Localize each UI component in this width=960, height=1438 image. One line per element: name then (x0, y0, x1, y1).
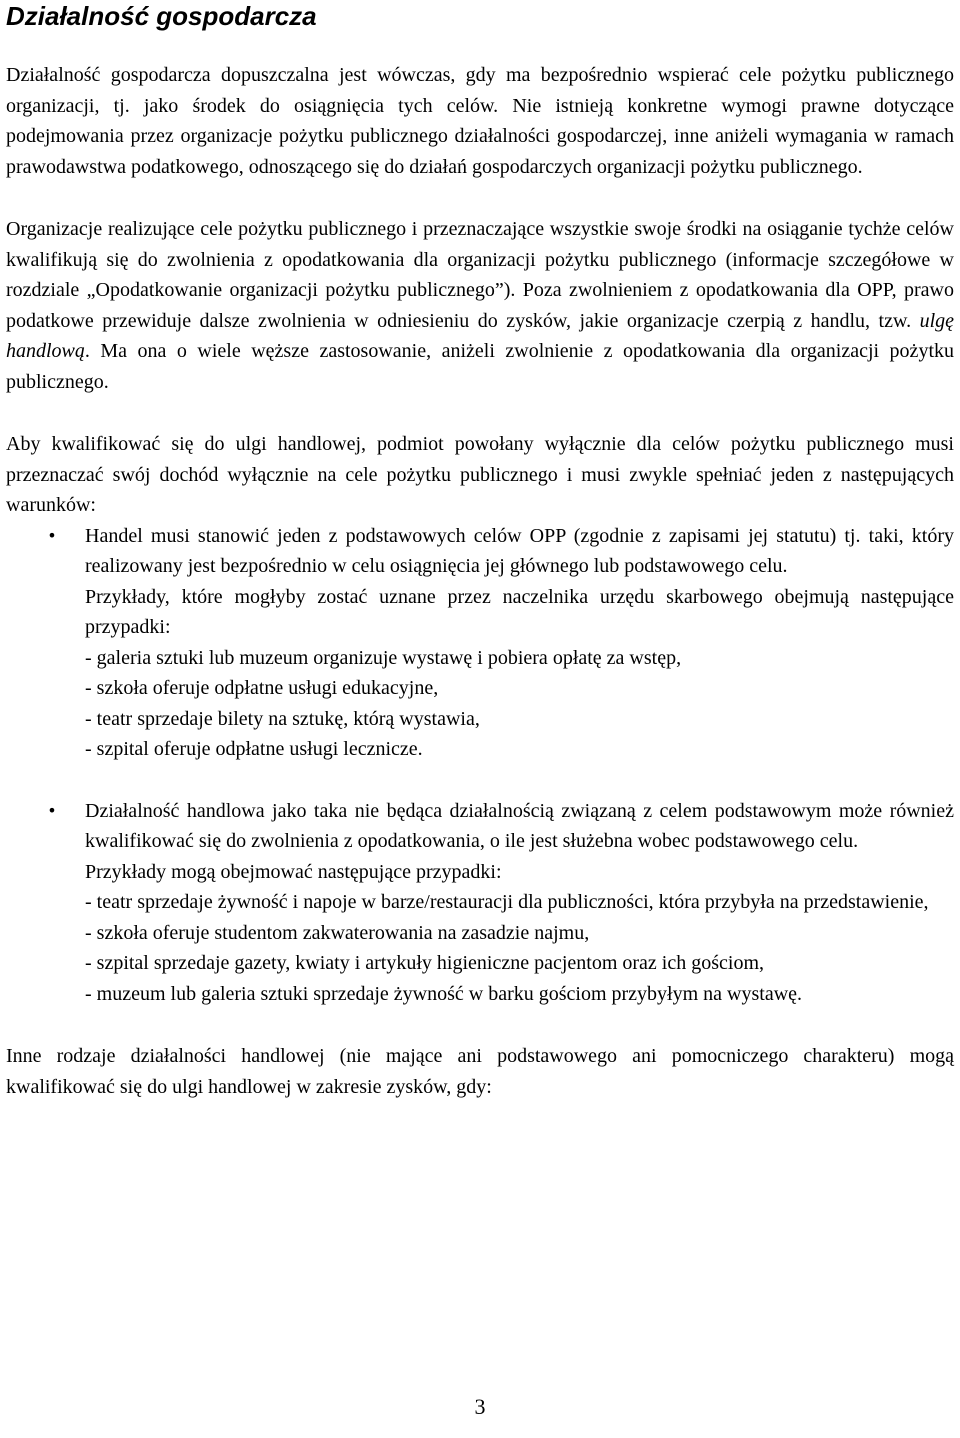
example-item: - teatr sprzedaje żywność i napoje w barze/restauracji dla publiczności, która przybyła na przedstawienie, (85, 891, 929, 913)
example-item: - szkoła oferuje studentom zakwaterowania na zasadzie najmu, (85, 921, 590, 944)
bullet-icon: • (47, 800, 57, 820)
conditions-list (6, 521, 954, 1010)
page-number: 3 (474, 1394, 486, 1419)
document-page (6, 0, 954, 1102)
example-item: - teatr sprzedaje bilety na sztukę, którą wystawia, (85, 707, 480, 730)
paragraph-other-trade: Inne rodzaje działalności handlowej (nie mające ani podstawowego ani pomocniczego charakteru) mogą kwalifikować się do ulgi handlowej w zakresie zysków, gdy: (6, 1045, 954, 1098)
example-item: - szpital sprzedaje gazety, kwiaty i artykuły higieniczne pacjentom oraz ich gościom, (85, 952, 765, 974)
bullet-icon: • (47, 525, 57, 545)
example-item: - szkoła oferuje odpłatne usługi edukacyjne, (85, 677, 439, 699)
example-item: - muzeum lub galeria sztuki sprzedaje żywność w barku gościom przybyłym na wystawę. (85, 982, 803, 1005)
example-item: - galeria sztuki lub muzeum organizuje wystawę i pobiera opłatę za wstęp, (85, 646, 682, 669)
condition-text: Handel musi stanowić jeden z podstawowych celów OPP (zgodnie z zapisami jej statutu) tj. taki, który realizowany jest bezpośrednio w celu osiągnięcia jej głównego lub podstawowego celu. (85, 524, 954, 577)
paragraph-conditions: Aby kwalifikować się do ulgi handlowej, podmiot powołany wyłącznie dla celów pożytku publicznego musi przeznaczać swój dochód wyłącznie na cele pożytku publicznego i musi zwykle spełniać jeden z następujących warunków: (6, 433, 954, 516)
paragraph-business-activity: Działalność gospodarcza dopuszczalna jest wówczas, gdy ma bezpośrednio wspierać cele pożytku publicznego organizacji, tj. jako środek do osiągnięcia tych celów. Nie istnieją konkretne wymogi prawne dotyczące podejmowania przez organizacje pożytku publicznego działalności gospodarczej, inne aniżeli wymagania w ramach prawodawstwa podatkowego, odnoszącego się do działań gospodarczych organizacji pożytku publicznego. (6, 64, 954, 178)
condition-text: Działalność handlowa jako taka nie będąca działalnością związaną z celem podstawowym może również kwalifikować się do zwolnienia z opodatkowania, o ile jest służebna wobec podstawowego celu. (85, 799, 954, 852)
examples-intro: Przykłady mogą obejmować następujące przypadki: (85, 860, 502, 883)
paragraph-tax-exemption-text-2: . Ma ona o wiele węższe zastosowanie, aniżeli zwolnienie z opodatkowania dla organizacji pożytku publicznego. (6, 340, 954, 393)
paragraph-tax-exemption (6, 214, 954, 397)
condition-item-ancillary-trade (6, 796, 954, 1010)
condition-item-primary-purpose (6, 521, 954, 765)
examples-intro: Przykłady, które mogłyby zostać uznane przez naczelnika urzędu skarbowego obejmują następujące przypadki: (85, 585, 954, 638)
example-item: - szpital oferuje odpłatne usługi lecznicze. (85, 738, 423, 760)
paragraph-tax-exemption-text-1: Organizacje realizujące cele pożytku publicznego i przeznaczające wszystkie swoje środki na osiąganie tychże celów kwalifikują się do zwolnienia z opodatkowania dla organizacji pożytku publicznego (informacje szczegółowe w rozdziale „Opodatkowanie organizacji pożytku publicznego”). Poza zwolnieniem z opodatkowania dla OPP, prawo podatkowe przewiduje dalsze zwolnienia w odniesieniu do zysków, jakie organizacje czerpią z handlu, tzw. (6, 218, 954, 332)
section-title: Działalność gospodarcza (6, 1, 317, 31)
emphasis-trade-relief: ulgę handlową (6, 309, 954, 362)
